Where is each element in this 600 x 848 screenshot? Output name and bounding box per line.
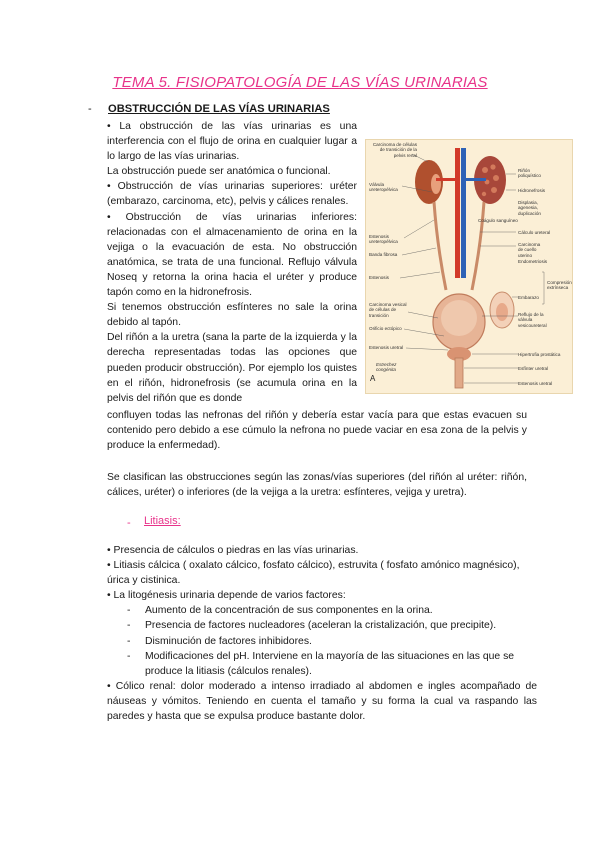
figure-label: Reflujo de la válvula vesicoureteral bbox=[518, 312, 547, 328]
figure-label: Compresión extrínseca bbox=[547, 280, 572, 291]
left-ureter-shape bbox=[434, 202, 446, 290]
figure-label: Válvula ureteropélvica bbox=[369, 182, 398, 193]
figure-label: Hipertrofia prostática bbox=[518, 352, 561, 357]
figure-label: Esfínter uretral bbox=[518, 366, 549, 371]
list-item: • Cólico renal: dolor moderado a intenso irradiado al abdomen e ingles acompañado de náuseas y vómitos. Teniendo en cuenta el tamaño y su forma la cual va raspando las paredes y hasta que se expulsa produce bastante dolor. bbox=[107, 680, 537, 723]
factor-item: - Presencia de factores nucleadores (aceleran la cristalización, que precipite). bbox=[127, 620, 497, 632]
figure-label: Estenosis uretral bbox=[518, 381, 553, 386]
factor-text: Modificaciones del pH. Interviene en la mayoría de las situaciones en las que se produce la litiasis (cálculos renales). bbox=[145, 650, 515, 677]
factor-item: - Modificaciones del pH. Interviene en la mayoría de las situaciones en las que se produce la litiasis (cálculos renales). bbox=[127, 650, 515, 677]
list-item: • Litiasis cálcica ( oxalato cálcico, fosfato cálcico), estruvita ( fosfato amónico magnésico), úrica y cistinica. bbox=[107, 560, 520, 587]
classification-text bbox=[107, 470, 527, 500]
list-item: • La litogénesis urinaria depende de varios factores: bbox=[107, 590, 346, 602]
figure-label: Endometriosis bbox=[518, 259, 548, 264]
paragraph: • Obstrucción de vías urinarias superiores: uréter (embarazo, carcinoma, etc), pelvis y cálices renales. bbox=[107, 181, 357, 208]
litiasis-list bbox=[107, 543, 537, 724]
paragraph: La obstrucción puede ser anatómica o funcional. bbox=[107, 166, 331, 178]
figure-label: Estenosis uretral bbox=[369, 345, 404, 350]
urinary-tract-figure bbox=[365, 139, 573, 394]
figure-label: Carcinoma vesical de células de transición bbox=[369, 302, 407, 318]
factor-text: Presencia de factores nucleadores (aceleran la cristalización, que precipite). bbox=[145, 620, 497, 632]
vena-cava-shape bbox=[461, 148, 466, 278]
paragraph: Se clasifican las obstrucciones según las zonas/vías superiores (del riñón al uréter: riñón, cálices, uréter) o inferiores (de la vejiga a la uretra: esfínteres, vejiga y uretra). bbox=[107, 472, 527, 499]
factor-item: - Disminución de factores inhibidores. bbox=[127, 635, 312, 647]
figure-label: Embarazo bbox=[518, 295, 539, 300]
factor-text: Aumento de la concentración de sus componentes en la orina. bbox=[145, 605, 433, 617]
figure-label: Estenosis bbox=[369, 275, 389, 280]
paragraph: • La obstrucción de las vías urinarias es una interferencia con el flujo de orina en cualquier lugar a lo largo de las vías urinarias. bbox=[107, 121, 357, 163]
urethra-shape bbox=[455, 358, 463, 388]
section-bullet: - bbox=[88, 103, 92, 115]
figure-label: Banda fibrosa bbox=[369, 252, 398, 257]
figure-label: Cálculo ureteral bbox=[518, 230, 551, 235]
figure-label: Estrechez congénita bbox=[376, 362, 397, 373]
column-text bbox=[107, 119, 357, 406]
figure-label: Displasia, agenesia, duplicación bbox=[518, 200, 541, 216]
figure-label: Hidronefrosis bbox=[518, 188, 546, 193]
figure-label: Estenosis ureteropélvica bbox=[369, 234, 398, 245]
paragraph: Si tenemos obstrucción esfínteres no sale la orina debido al tapón. bbox=[107, 302, 357, 329]
figure-label: Carcinoma de células de transición de la pelvis renal bbox=[372, 142, 417, 158]
figure-label: Coágulo sanguíneo bbox=[478, 218, 518, 223]
continuation-text bbox=[107, 408, 527, 453]
paragraph: Del riñón a la uretra (sana la parte de la izquierda y la derecha representadas todas las opciones que pueden producir obstrucción). Por ejemplo los quistes en el riñón, hidronefrosis (se acumula orina en la pelvis del riñón que es donde bbox=[107, 332, 357, 404]
section-heading: OBSTRUCCIÓN DE LAS VÍAS URINARIAS bbox=[108, 103, 330, 115]
figure-label: Riñón poliquístico bbox=[518, 168, 541, 179]
figure-label: Carcinoma de cuello uterino bbox=[518, 242, 541, 258]
subsection-heading: Litiasis: bbox=[144, 515, 181, 527]
aorta-shape bbox=[455, 148, 460, 278]
figure-letter: A bbox=[370, 374, 376, 383]
factor-text: Disminución de factores inhibidores. bbox=[145, 635, 312, 647]
paragraph: • Obstrucción de vías urinarias inferiores: relacionadas con el almacenamiento de orina en la vejiga o la evacuación de esta. No obstrucción anatómica, se trata de una funcional. Reflujo válvula Noseq y retorna la orina hacia el uréter y produce tapón como en la hidronefrosis. bbox=[107, 211, 357, 299]
paragraph: confluyen todas las nefronas del riñón y debería estar vacía para que estas evacuen su contenido pero debido a ese cúmulo la nefrona no puede vaciar en esa zona de la pelvis y produce la enfermedad). bbox=[107, 410, 527, 452]
subsection-dash: - bbox=[127, 517, 131, 529]
factor-item: - Aumento de la concentración de sus componentes en la orina. bbox=[127, 605, 433, 617]
page-title: TEMA 5. FISIOPATOLOGÍA DE LAS VÍAS URINARIAS bbox=[112, 74, 488, 91]
list-item: • Presencia de cálculos o piedras en las vías urinarias. bbox=[107, 545, 359, 556]
figure-label: Orificio ectópico bbox=[369, 326, 402, 331]
